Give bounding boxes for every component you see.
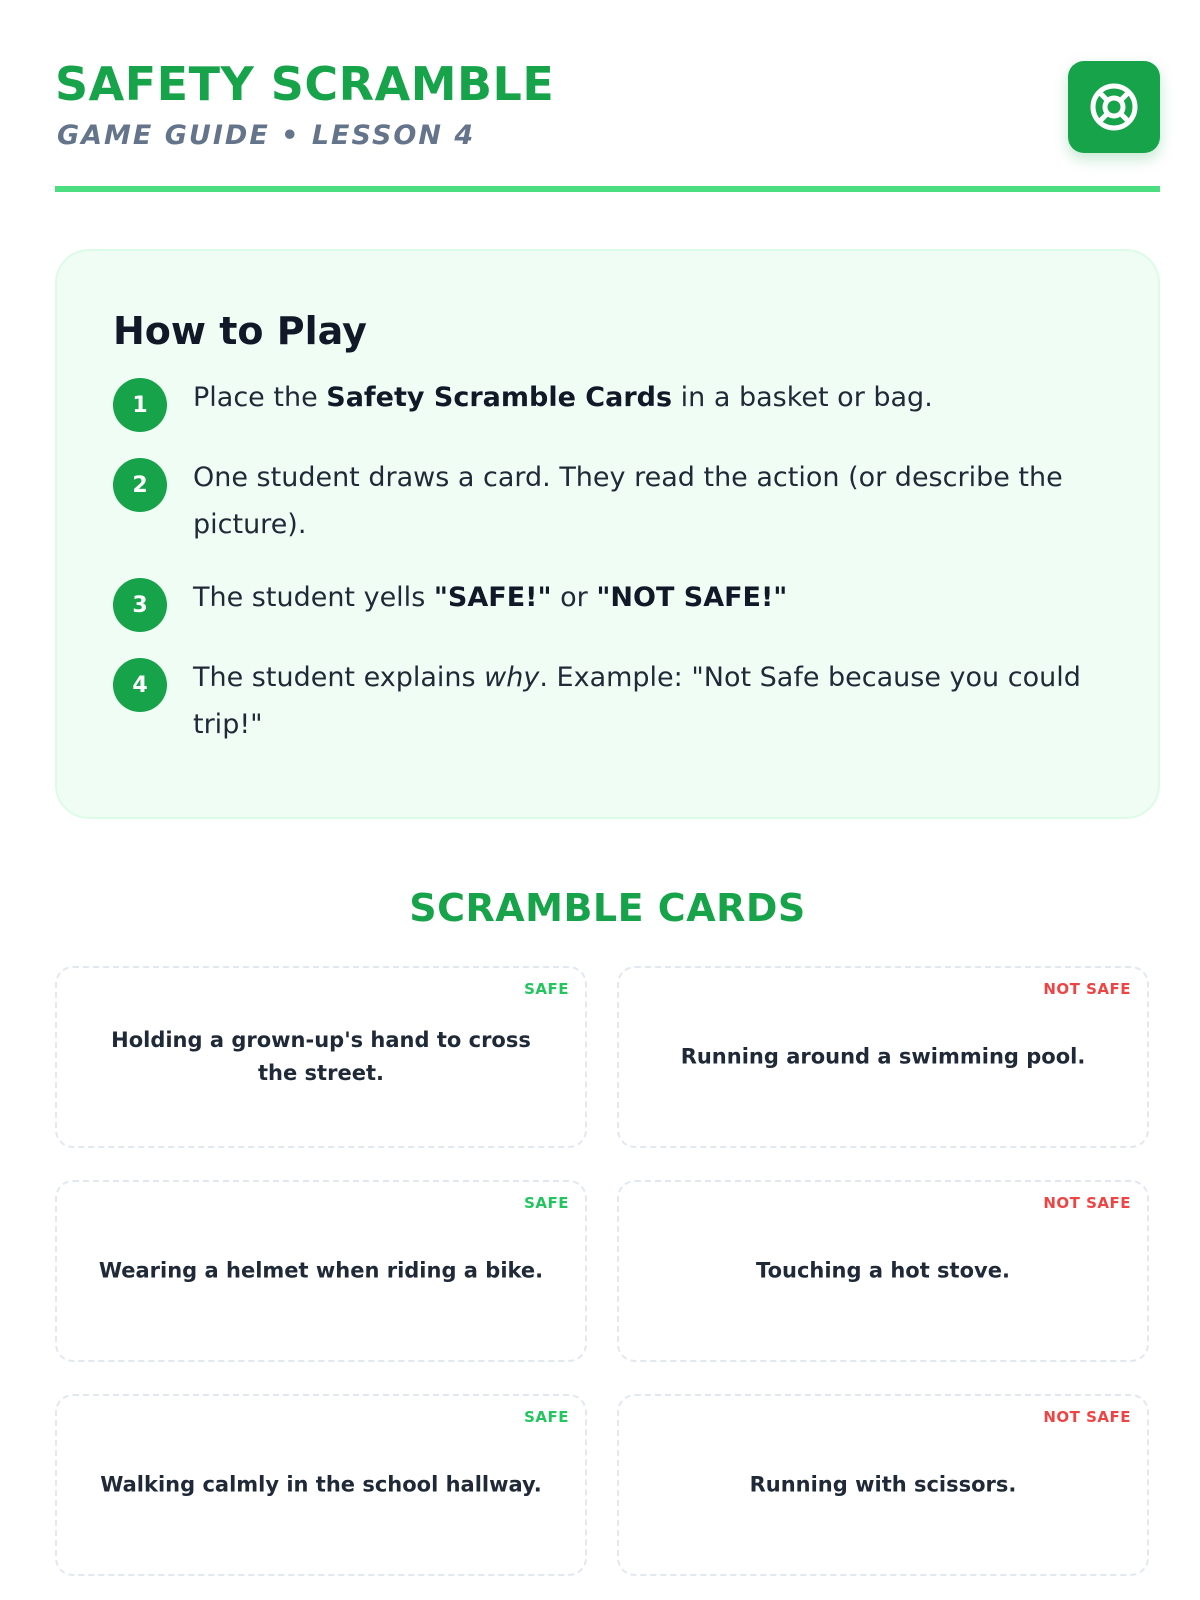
not-safe-badge: NOT SAFE [1043, 1194, 1131, 1212]
step-text-part: Place the [193, 382, 327, 413]
step-text [193, 574, 1093, 621]
card-text: Holding a grown-up's hand to cross the street. [111, 1028, 531, 1085]
step-text-italic: why [484, 662, 540, 693]
step-text-part: . Example: "Not Safe because you could trip!" [193, 662, 1081, 740]
scramble-card[interactable] [55, 1180, 587, 1362]
step-text-bold: Safety Scramble Cards [326, 382, 673, 413]
safe-badge: SAFE [524, 980, 569, 998]
step-text-bold: "NOT SAFE!" [596, 582, 788, 613]
life-ring-icon [1087, 80, 1141, 134]
card-text: Running around a swimming pool. [680, 1044, 1086, 1069]
step-text-part: The student explains [193, 662, 485, 693]
not-safe-badge: NOT SAFE [1043, 980, 1131, 998]
header-divider [55, 186, 1160, 192]
page-title: SAFETY SCRAMBLE [55, 57, 555, 111]
scramble-cards-title: SCRAMBLE CARDS [409, 886, 806, 930]
scramble-card[interactable] [55, 1394, 587, 1576]
card-text: Touching a hot stove. [756, 1258, 1010, 1283]
step-text-part: in a basket or bag. [672, 382, 933, 413]
step-number-badge: 2 [113, 458, 167, 512]
help-button[interactable] [1068, 61, 1160, 153]
card-text: Running with scissors. [749, 1472, 1017, 1497]
step-text [193, 654, 1093, 748]
how-to-play-title: How to Play [113, 309, 367, 353]
safe-badge: SAFE [524, 1194, 569, 1212]
page-subtitle: GAME GUIDE • LESSON 4 [57, 120, 476, 151]
safe-badge: SAFE [524, 1408, 569, 1426]
scramble-card[interactable] [617, 966, 1149, 1148]
card-text: Wearing a helmet when riding a bike. [98, 1258, 544, 1283]
scramble-card[interactable] [617, 1394, 1149, 1576]
page-header [55, 0, 1160, 196]
step-number-badge: 3 [113, 578, 167, 632]
scramble-card[interactable] [617, 1180, 1149, 1362]
step-text [193, 374, 1093, 421]
not-safe-badge: NOT SAFE [1043, 1408, 1131, 1426]
step-text-part: One student draws a card. They read the action (or describe the picture). [193, 462, 1063, 540]
card-text: Walking calmly in the school hallway. [100, 1472, 542, 1497]
step-text-bold: "SAFE!" [433, 582, 552, 613]
step-text-part: The student yells [193, 582, 434, 613]
step-text [193, 454, 1093, 548]
step-text-part: or [551, 582, 597, 613]
scramble-card[interactable] [55, 966, 587, 1148]
game-guide-page [55, 0, 1160, 1497]
step-number-badge: 1 [113, 378, 167, 432]
how-to-play-panel [55, 249, 1160, 819]
step-number-badge: 4 [113, 658, 167, 712]
